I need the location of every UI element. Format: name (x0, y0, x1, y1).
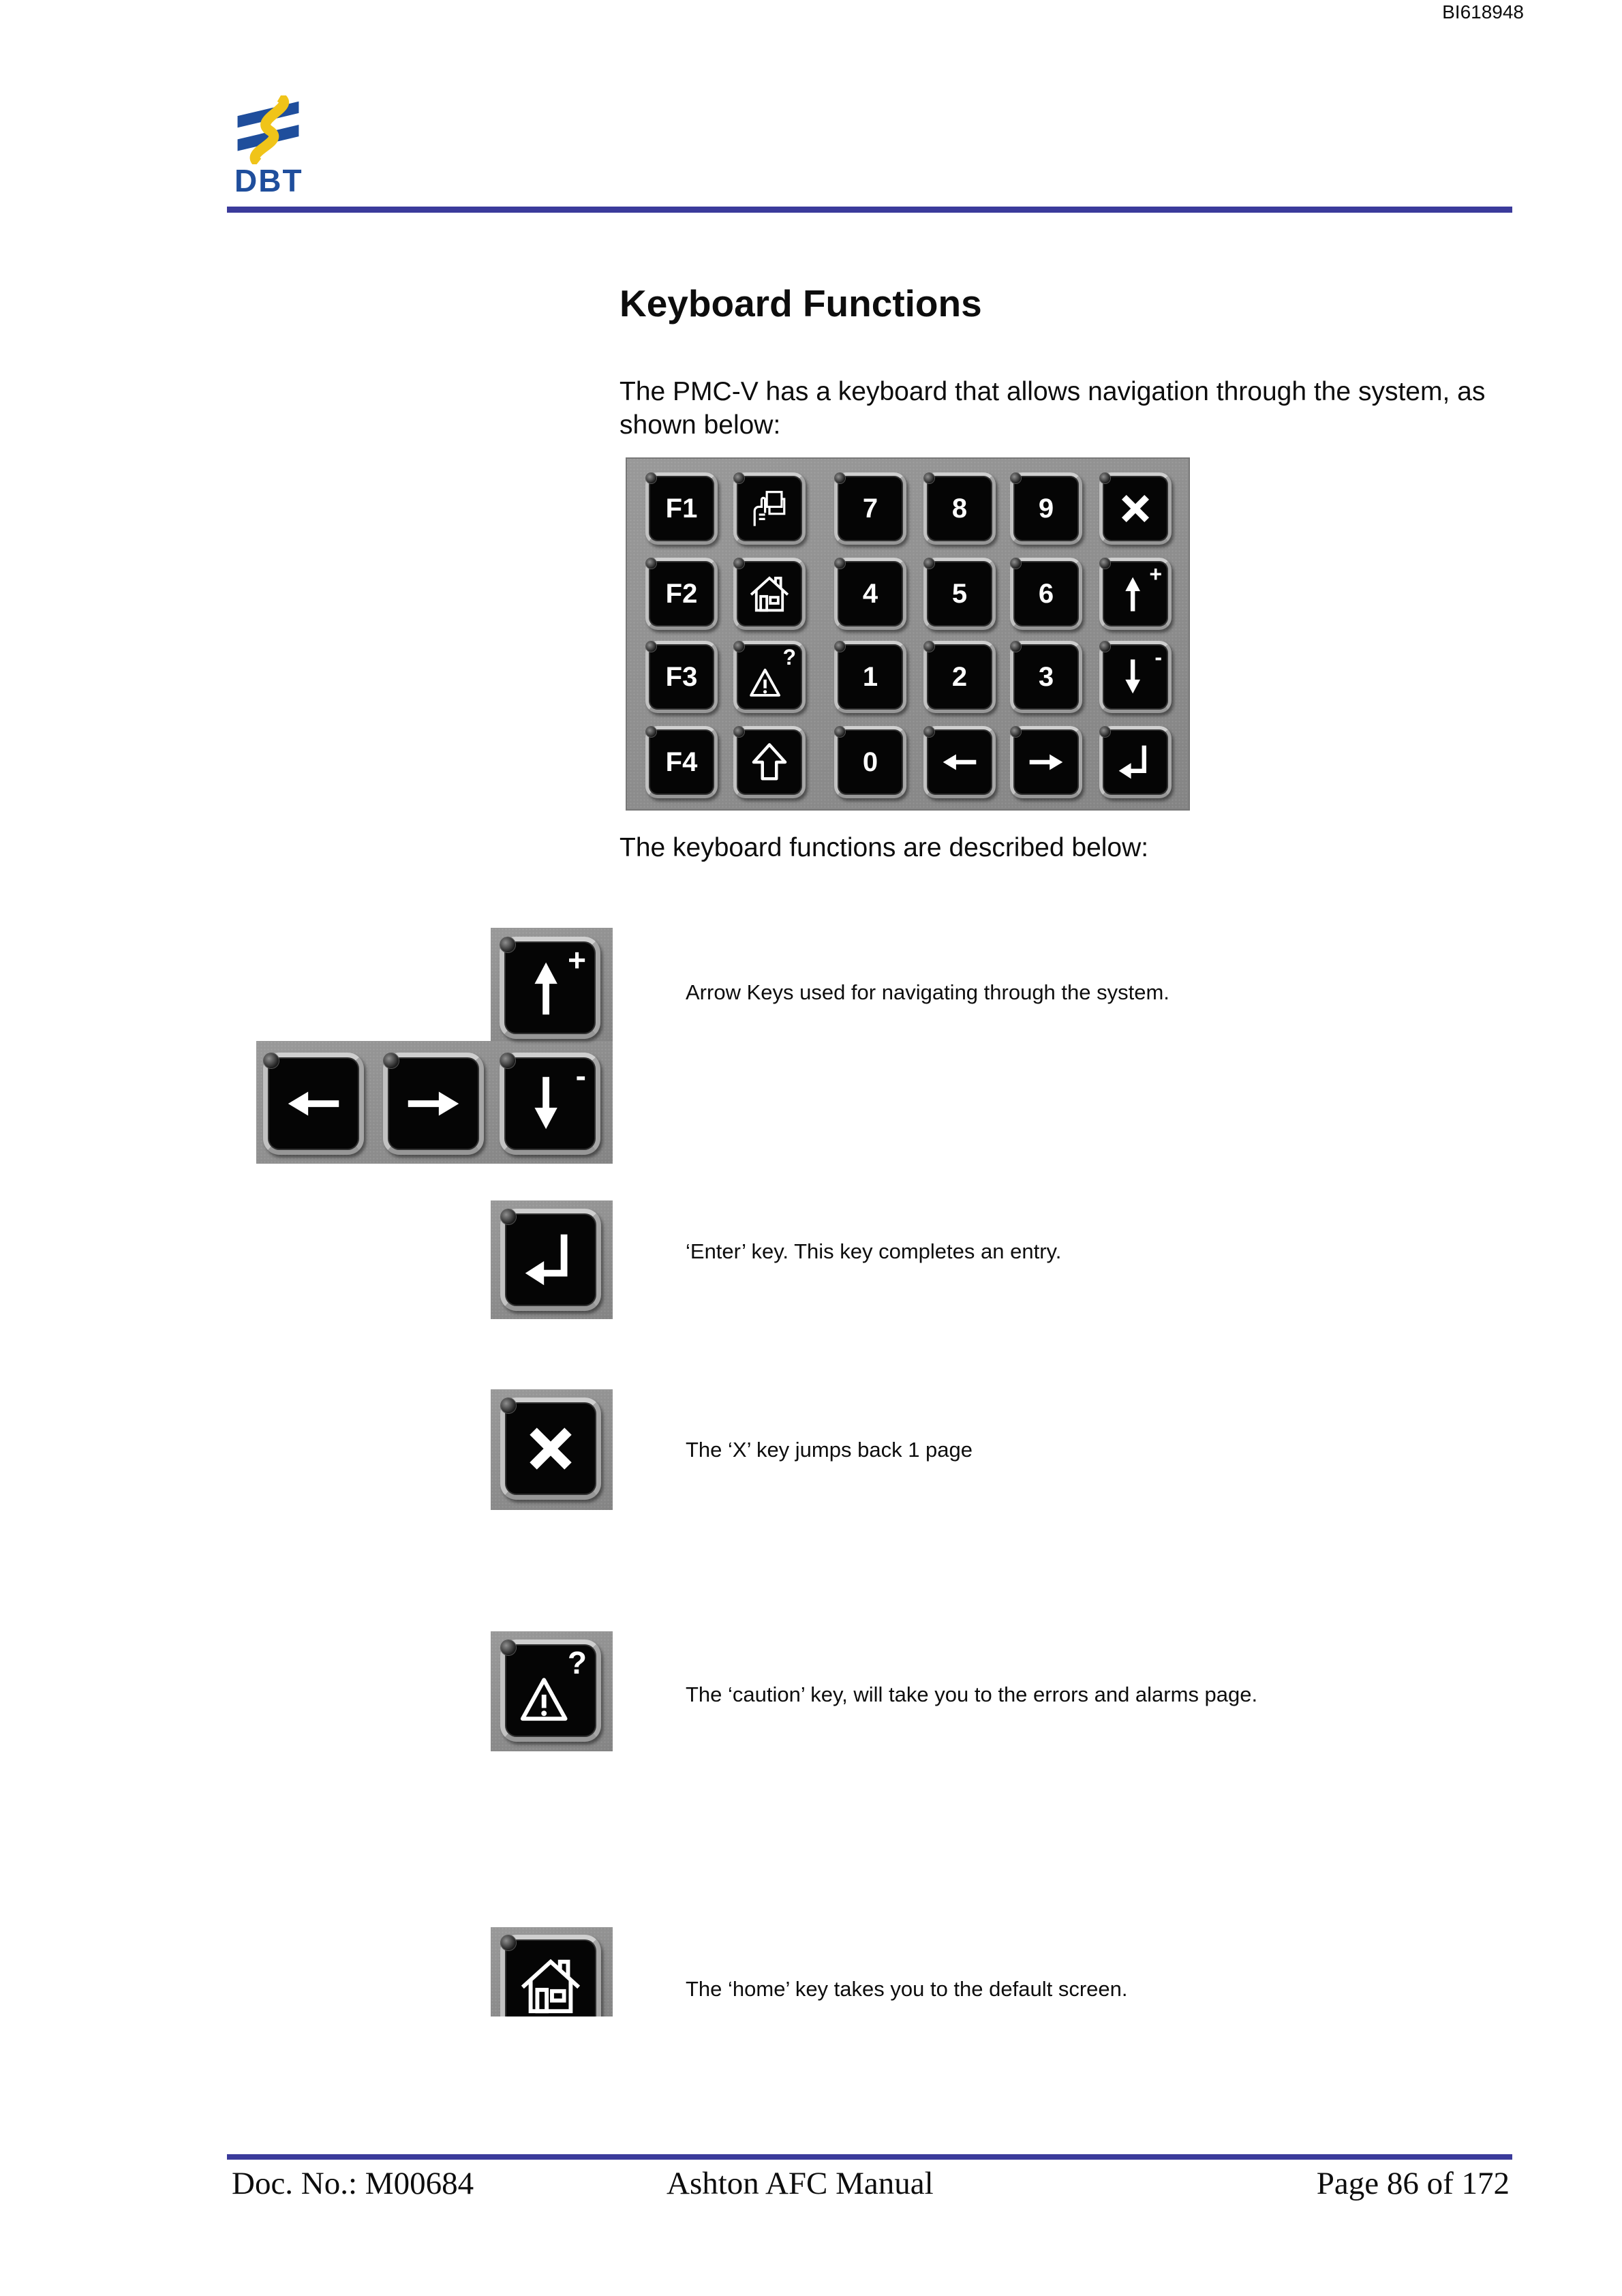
footer-manual-title: Ashton AFC Manual (667, 2166, 934, 2201)
key-1 (834, 641, 906, 713)
logo-text: DBT (234, 163, 303, 198)
footer-page-number: Page 86 of 172 (1316, 2166, 1510, 2201)
key-led (734, 558, 744, 569)
key-enter (1099, 726, 1172, 798)
key-sub-label: - (575, 1058, 586, 1093)
function-description: The ‘home’ key takes you to the default screen. (686, 1977, 1128, 2001)
caution-key-image (491, 1631, 613, 1751)
key-led (501, 1209, 516, 1224)
key-led (734, 473, 744, 483)
key-led (924, 473, 934, 483)
key-led (501, 1398, 516, 1413)
footer-rule (227, 2154, 1512, 2160)
key-2 (923, 641, 996, 713)
key-sub-label: + (1149, 562, 1162, 586)
key-led (835, 558, 845, 569)
footer-doc-number: Doc. No.: M00684 (232, 2166, 474, 2201)
shift-arrow-icon (748, 740, 791, 784)
key-led (500, 1053, 515, 1068)
key-right (383, 1053, 484, 1155)
intro-paragraph: The PMC-V has a keyboard that allows navigation through the system, as shown below: (619, 377, 1486, 440)
key-led (646, 727, 656, 737)
key-led (924, 641, 934, 652)
x-key-image (491, 1389, 613, 1510)
key-4 (834, 558, 906, 630)
left-arrow-icon (938, 740, 981, 784)
key-label: F3 (665, 662, 698, 692)
key-led (646, 473, 656, 483)
key-label: 2 (951, 662, 968, 692)
key-9 (1010, 472, 1082, 545)
key-caution (733, 641, 806, 713)
function-description: The ‘X’ key jumps back 1 page (686, 1438, 973, 1462)
home-key-image (491, 1927, 613, 2016)
page-title: Keyboard Functions (619, 282, 982, 324)
key-home (733, 558, 806, 630)
key-led (264, 1053, 279, 1068)
key-sub-label: ? (782, 645, 796, 669)
key-led (501, 1935, 516, 1950)
close-x-icon (1114, 487, 1157, 530)
key-led (1011, 473, 1021, 483)
enter-key-image (491, 1200, 613, 1319)
key-f3 (645, 641, 718, 713)
key-label: F1 (665, 494, 698, 524)
function-description: ‘Enter’ key. This key completes an entry. (686, 1239, 1062, 1263)
key-label: 1 (862, 662, 878, 692)
key-label: F2 (665, 579, 698, 609)
key-label: 5 (951, 579, 968, 609)
key-led (835, 473, 845, 483)
key-label: F4 (665, 747, 698, 777)
enter-icon (1114, 740, 1157, 784)
dbt-logo (232, 95, 305, 198)
keyboard-image (626, 457, 1190, 811)
key-3 (1010, 641, 1082, 713)
key-label: 4 (862, 579, 878, 609)
key-5 (923, 558, 996, 630)
key-led (500, 937, 515, 952)
function-description: Arrow Keys used for navigating through the system. (686, 980, 1169, 1004)
key-led (384, 1053, 399, 1068)
enter-icon (517, 1226, 584, 1293)
key-sub-label: + (568, 942, 586, 978)
key-led (924, 558, 934, 569)
key-led (1100, 641, 1110, 652)
key-sub-label: - (1154, 645, 1162, 669)
right-arrow-icon (1024, 740, 1068, 784)
key-label: 8 (951, 494, 968, 524)
key-led (734, 727, 744, 737)
key-led (835, 641, 845, 652)
key-left (263, 1053, 364, 1155)
key-label: 0 (862, 747, 878, 777)
key-x (500, 1398, 601, 1500)
key-8 (923, 472, 996, 545)
functions-intro: The keyboard functions are described below: (619, 833, 1149, 862)
function-description: The ‘caution’ key, will take you to the errors and alarms page. (686, 1682, 1258, 1706)
key-down-minus (500, 1053, 600, 1155)
key-label: 9 (1038, 494, 1054, 524)
key-label: 6 (1038, 579, 1054, 609)
document-id: BI618948 (1442, 1, 1524, 22)
key-x (1099, 472, 1172, 545)
key-home (500, 1935, 601, 2016)
key-6 (1010, 558, 1082, 630)
key-led (1100, 727, 1110, 737)
down-arrow-icon (1114, 655, 1157, 699)
key-f4 (645, 726, 718, 798)
key-sub-label: ? (567, 1645, 587, 1680)
key-label: 3 (1038, 662, 1054, 692)
key-f2 (645, 558, 718, 630)
key-up-plus (1099, 558, 1172, 630)
key-down-minus (1099, 641, 1172, 713)
home-icon (748, 572, 791, 616)
key-led (646, 558, 656, 569)
key-0 (834, 726, 906, 798)
header-rule (227, 207, 1512, 213)
key-led (501, 1640, 516, 1655)
key-enter (500, 1209, 601, 1311)
home-icon (517, 1952, 584, 2016)
key-led (1011, 727, 1021, 737)
close-x-icon (517, 1415, 584, 1482)
key-up-plus (500, 937, 600, 1039)
key-led (734, 641, 744, 652)
manual-hand-icon (748, 487, 791, 530)
down-arrow-icon (517, 1070, 583, 1137)
key-label: 7 (862, 494, 878, 524)
key-led (1100, 473, 1110, 483)
right-arrow-icon (400, 1070, 467, 1137)
key-led (835, 727, 845, 737)
key-led (1011, 641, 1021, 652)
key-manual (733, 472, 806, 545)
dbt-logo-graphic (232, 95, 305, 164)
left-arrow-icon (280, 1070, 347, 1137)
key-led (646, 641, 656, 652)
arrow-keys-image (256, 928, 613, 1164)
key-f1 (645, 472, 718, 545)
key-caution (500, 1640, 601, 1742)
key-led (924, 727, 934, 737)
key-right (1010, 726, 1082, 798)
key-left (923, 726, 996, 798)
key-led (1100, 558, 1110, 569)
key-led (1011, 558, 1021, 569)
key-shift (733, 726, 806, 798)
key-7 (834, 472, 906, 545)
